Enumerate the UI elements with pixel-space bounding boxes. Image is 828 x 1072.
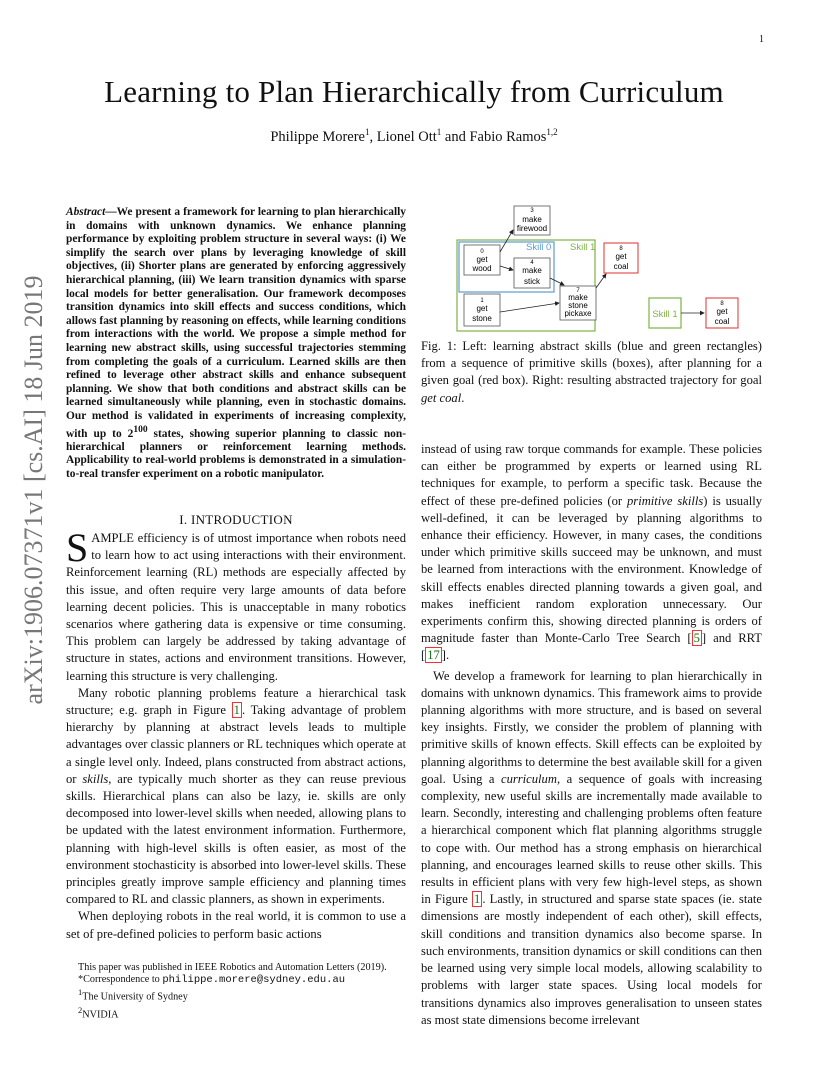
- svg-text:wood: wood: [472, 264, 492, 273]
- footnote-text: The University of Sydney: [82, 991, 188, 1003]
- svg-text:8: 8: [619, 246, 623, 252]
- svg-text:8: 8: [720, 301, 724, 307]
- node-make-stone-pickaxe: [560, 286, 596, 320]
- paragraph-text: . Taking advantage of problem hierarchy by planning at abstract levels leads to multiple advantages over classic planners or RL techniques which operate at a single level only. Indeed, plans constructed from abstract actions, or: [66, 703, 406, 786]
- abstract-label: Abstract: [66, 206, 106, 218]
- svg-text:stick: stick: [524, 277, 540, 286]
- node-get-coal-abstract: [706, 298, 738, 328]
- footnote-text: NVIDIA: [82, 1009, 119, 1021]
- drop-cap: S: [66, 525, 89, 570]
- caption-label: Fig. 1:: [421, 339, 463, 353]
- svg-text:1: 1: [480, 298, 484, 304]
- caption-text: Left: learning abstract skills (blue and green rectangles) from a sequence of primitive skills (boxes), after planning for a given goal (red box). Right: resulting abstracted trajectory for goal: [421, 339, 763, 388]
- paragraph: [66, 685, 406, 909]
- footnote-mark: 1: [78, 987, 83, 998]
- footnote-correspondence: [78, 974, 408, 986]
- author-name: Lionel Ott: [376, 128, 437, 145]
- svg-text:pickaxe: pickaxe: [564, 309, 592, 318]
- citation-link[interactable]: 17: [427, 648, 440, 663]
- author-affiliation: 1: [436, 127, 442, 137]
- emphasis: primitive skills: [627, 493, 704, 508]
- svg-text:get: get: [476, 304, 488, 313]
- skill1-label: Skill 1: [570, 242, 596, 253]
- paragraph-text: , are typically much shorter as they can reuse previous skills. Hierarchical plans can also be lazy, ie. skills are only decomposed into lower-level skills when needed, allowing plans to be updated with the latest environment information. Furthermore, planning with high-level skills is often easier, as most of the environment stochasticity is absorbed into lower-level skills. These principles greatly improve sample efficiency and planning times compared to RL and classic planners, as shown in experiments.: [66, 771, 406, 907]
- paragraph-text: ) is usually well-defined, it can be leveraged by planning algorithms to enhance their efficiency. However, in many cases, the conditions under which primitive skills succeed may be unknown, and must be learned from interactions with the environment. Knowledge of skill effects enables directed planning towards a given goal, and makes inefficient random exploration unnecessary. Our experiments confirm this, showing directed planning is orders of magnitude faster than Monte-Carlo Tree Search [: [421, 493, 762, 646]
- author-conjunction: and: [444, 128, 466, 145]
- svg-text:stone: stone: [568, 301, 588, 310]
- footnote-affiliation-1: [78, 986, 408, 1004]
- footnote-text: *Correspondence to: [78, 974, 163, 986]
- svg-text:get: get: [716, 307, 728, 316]
- footnotes: [78, 962, 408, 1022]
- paragraph-text: instead of using raw torque commands for example. These policies can either be programmed by experts or learned using RL techniques for example, to perform a specific task. Because the effect of these pre-defined policies (or: [421, 442, 762, 508]
- abstract: [66, 206, 406, 482]
- footnote-publication: This paper was published in IEEE Robotics and Automation Letters (2019).: [78, 962, 387, 973]
- emphasis: curriculum: [500, 771, 557, 786]
- citation-link[interactable]: 5: [693, 631, 700, 646]
- paragraph-text: . Lastly, in structured and sparse state spaces (ie. state dimensions are mostly independent of each other), skill effects, skill conditions and transition dynamics also become sparse. In such environments, transition dynamics or skill conditions can then be learned using very simple local models, allowing scalability to problems with larger state spaces. Using local models for transitions dynamics also improves generalisation to unseen states as most state dimensions become irrelevant: [421, 892, 762, 1027]
- arxiv-stamp: arXiv:1906.07371v1 [cs.AI] 18 Jun 2019: [19, 275, 48, 705]
- svg-text:make: make: [522, 215, 542, 224]
- paragraph-text: ].: [441, 648, 450, 663]
- node-get-coal-goal: [604, 243, 638, 273]
- paper-title: Learning to Plan Hierarchically from Curriculum: [104, 74, 724, 109]
- introduction-body: [66, 525, 406, 943]
- paragraph-text: We develop a framework for learning to plan hierarchically in domains with unknown dynamics. This framework aims to provide planning algorithms with more structure, and is based on several key insights. Firstly, we consider the problem of planning with primitive skills of known effects. Skill effects can be exploited by planning algorithms to determine the best available skill for a given goal. Using a: [421, 668, 762, 786]
- footnote-affiliation-2: [78, 1004, 408, 1022]
- node-make-firewood: [514, 206, 550, 235]
- author-affiliation: 1: [365, 127, 370, 137]
- abstract-exponent: 100: [133, 424, 148, 435]
- author-name: Philippe Morere: [270, 128, 365, 145]
- paragraph-text: Many robotic planning problems feature a hierarchical task structure; e.g. graph in Figure: [66, 685, 406, 718]
- figure-caption: [421, 338, 762, 407]
- svg-text:coal: coal: [613, 262, 629, 271]
- paragraph: [66, 908, 406, 942]
- node-get-wood: [464, 245, 500, 275]
- paragraph-text: When deploying robots in the real world, it is common to use a set of pre-defined policies to perform basic actions: [66, 909, 406, 941]
- section-heading: I. INTRODUCTION: [179, 512, 293, 527]
- skill1-abstract-label: Skill 1: [652, 309, 678, 320]
- figure-link[interactable]: 1: [233, 703, 240, 718]
- svg-text:4: 4: [530, 260, 534, 266]
- footnote-mark: 2: [78, 1005, 83, 1015]
- svg-text:coal: coal: [714, 317, 730, 326]
- node-get-stone: [464, 294, 500, 326]
- svg-text:3: 3: [530, 208, 534, 214]
- skill0-label: Skill 0: [526, 242, 552, 253]
- paragraph-text: ] and RRT [: [421, 631, 762, 663]
- svg-text:get: get: [615, 252, 627, 261]
- arxiv-sidebar: [14, 275, 54, 705]
- svg-text:get: get: [476, 255, 488, 264]
- abstract-text: —We present a framework for learning to plan hierarchically in domains with unknown dynamics. We enhance planning performance by exploiting problem structure in several ways: (i) We simplify the search over plans by leveraging knowledge of skill objectives, (ii) Shorter plans are generated by enforcing aggressively hierarchical planning, (iii) We learn transition dynamics with sparse local models for better generalisation. Our framework decomposes transition dynamics into skill effects and success conditions, which allows fast planning by reasoning on effects, while learning conditions from interactions with the world. We propose a simple method for learning new abstract skills, using successful trajectories stemming from completing the goals of a curriculum. Learned skills are then refined to leverage other abstract skills and enhance subsequent planning. We show that both conditions and abstract skills can be learned simultaneously while planning, even in stochastic domains. Our method is validated in experiments of increasing complexity, with up to 2: [66, 206, 406, 440]
- abstract-text-end: states, showing superior planning to classic non-hierarchical planners or reinforcement learning methods. Applicability to real-world problems is demonstrated in a simulation-to-real transfer experiment on a robotic manipulator.: [66, 427, 406, 481]
- figure-link[interactable]: 1: [474, 892, 481, 907]
- svg-text:make: make: [522, 266, 542, 275]
- email-link[interactable]: philippe.morere@sydney.edu.au: [162, 974, 346, 987]
- svg-text:7: 7: [576, 288, 580, 294]
- figure-1-diagram: [456, 200, 746, 332]
- paragraph: [421, 668, 762, 1029]
- paragraph-text: , a sequence of goals with increasing complexity, new useful skills are incrementally made available to learn. Secondly, interesting and challenging problems often feature a hierarchical component which flat planning algorithms struggle to cope with. Our method has a strong emphasis on hierarchical planning, and encourages learned skills to reuse other skills. This results in efficient plans with very few high-level steps, as shown in Figure: [421, 771, 762, 907]
- node-make-stick: [514, 258, 550, 288]
- caption-text: .: [461, 390, 465, 405]
- author-name: Fabio Ramos: [469, 128, 547, 145]
- page-number: 1: [759, 34, 764, 45]
- author-affiliation: 1,2: [546, 127, 558, 137]
- svg-text:stone: stone: [472, 314, 492, 323]
- emphasis: skills: [82, 771, 109, 786]
- svg-text:0: 0: [480, 249, 484, 255]
- paragraph: [421, 441, 762, 665]
- svg-text:make: make: [568, 293, 588, 302]
- author-list: Philippe Morere$^1$, Lionel Ott$^1$ and Fabio Ramos$^{1,2}$: [270, 127, 558, 145]
- paragraph: [66, 525, 406, 685]
- svg-text:firewood: firewood: [516, 224, 548, 233]
- emphasis: get coal: [421, 390, 462, 405]
- paragraph-text: AMPLE efficiency is of utmost importance when robots need to learn how to act using interactions with their environment. Reinforcement learning (RL) methods are especially affected by this issue, and often require very large amounts of data before learning decent policies. This is unacceptable in many robotics scenarios where gathering data is expensive or time consuming. This problem can largely be addressed by taking advantage of structure in states, actions and environment transitions. However, learning this structure is very challenging.: [66, 531, 406, 683]
- right-column-body: [421, 441, 762, 1029]
